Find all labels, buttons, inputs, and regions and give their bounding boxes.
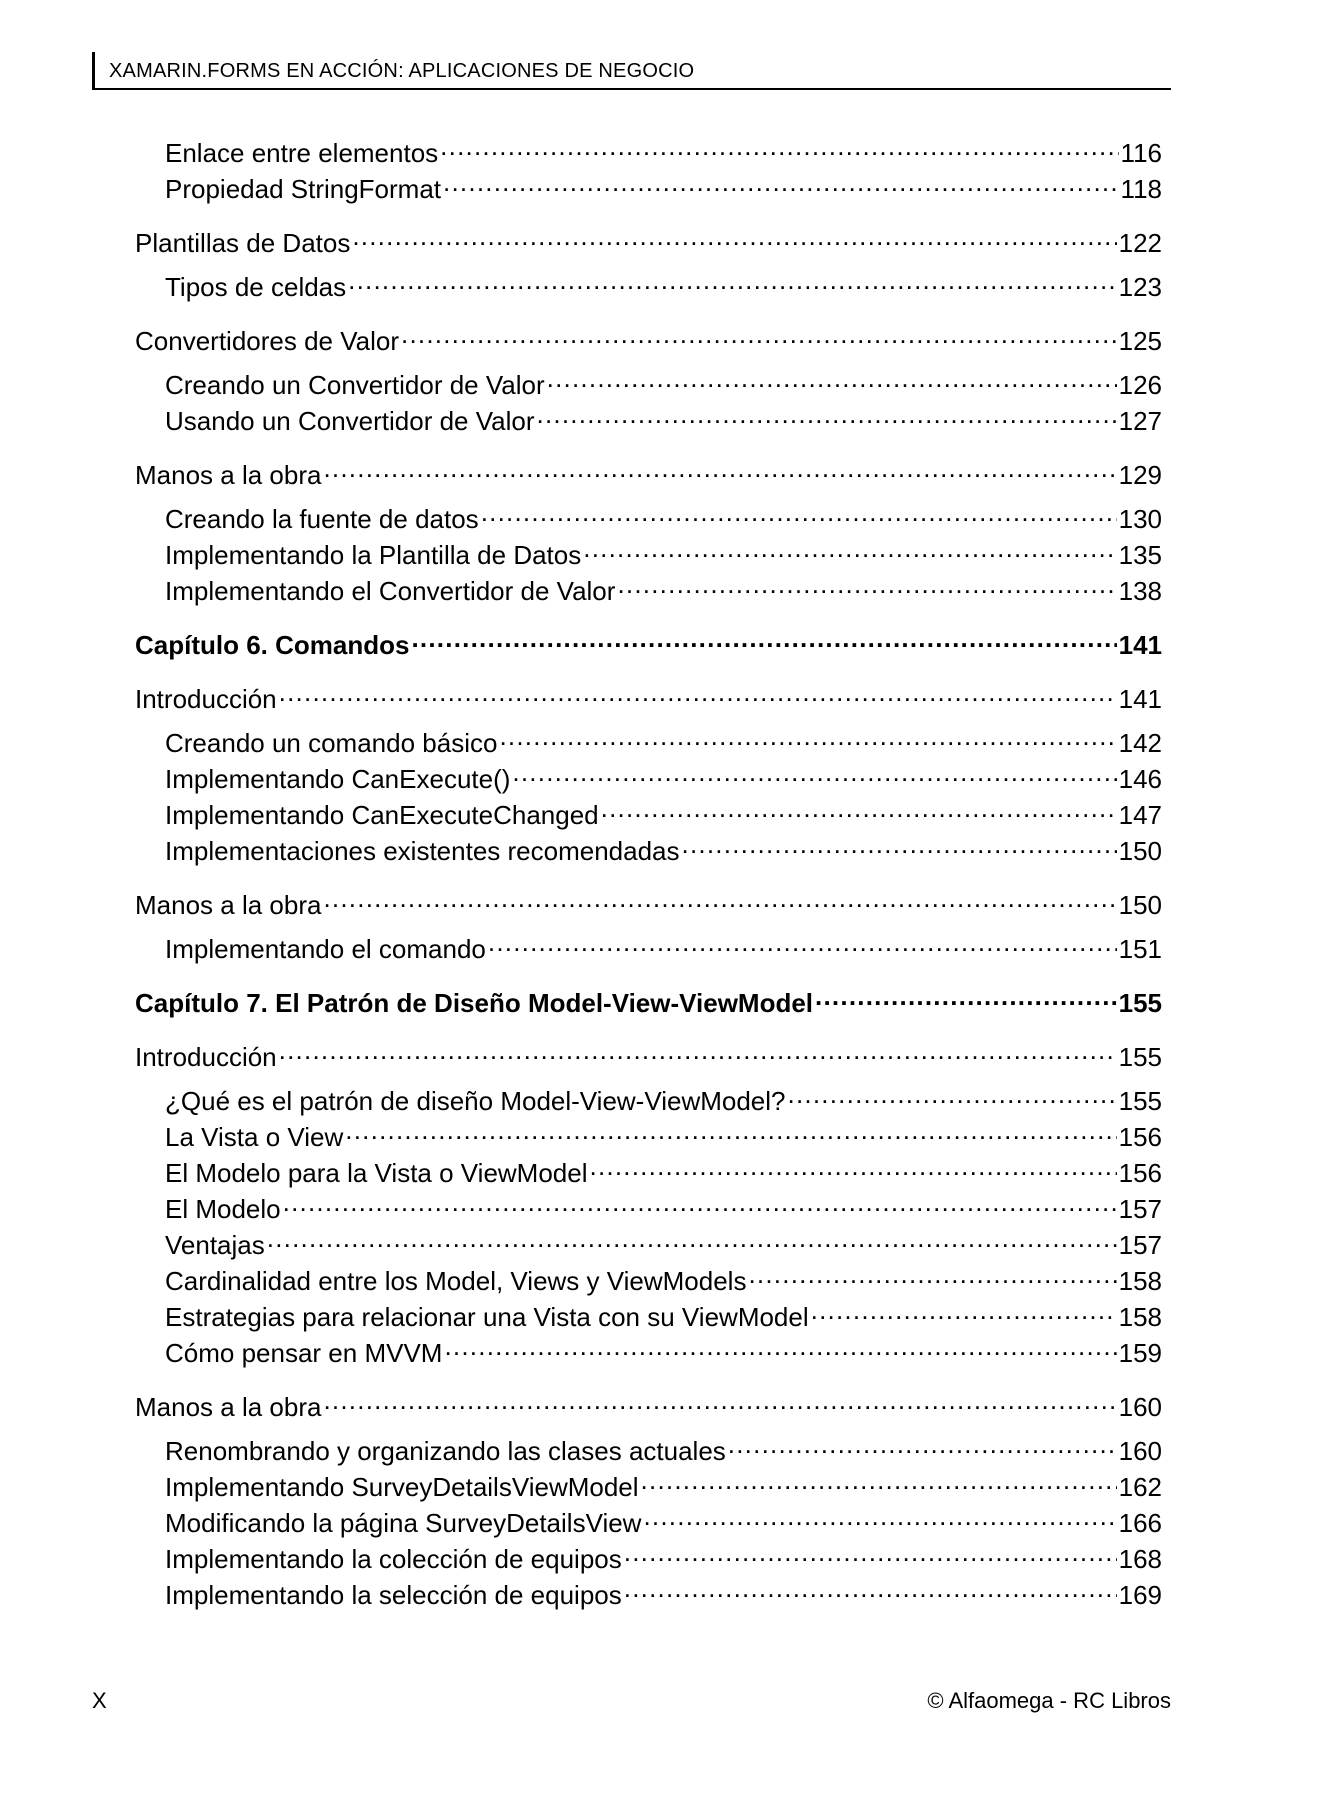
toc-entry-page: 155 — [1118, 1042, 1162, 1072]
toc-subsection-entry — [165, 1258, 1162, 1297]
toc-subsection-entry — [165, 1536, 1162, 1575]
toc-entry-page: 118 — [1120, 174, 1162, 204]
toc-subsection-entry — [165, 1150, 1162, 1189]
footer-publisher: © Alfaomega - RC Libros — [927, 1688, 1171, 1713]
toc-entry-label: Capítulo 7. El Patrón de Diseño Model-View-ViewModel — [135, 988, 814, 1018]
toc-entry-label: Implementando CanExecute() — [165, 764, 511, 794]
toc-entry-label: Implementaciones existentes recomendadas — [165, 836, 680, 866]
toc-entry-page: 141 — [1118, 684, 1162, 714]
toc-entry-page: 126 — [1118, 370, 1162, 400]
toc-entry-label: Creando un comando básico — [165, 728, 498, 758]
toc-entry-label: Manos a la obra — [135, 460, 322, 490]
toc-entry-page: 150 — [1118, 836, 1162, 866]
toc-subsection-entry — [165, 1572, 1162, 1611]
toc-entry-page: 156 — [1118, 1158, 1162, 1188]
toc-dot-leader — [811, 1294, 1117, 1326]
toc-dot-leader — [279, 676, 1117, 708]
toc-section-entry — [135, 676, 1162, 715]
toc-entry-label: El Modelo para la Vista o ViewModel — [165, 1158, 588, 1188]
toc-subsection-entry — [165, 166, 1162, 205]
toc-subsection-entry — [165, 828, 1162, 867]
toc-entry-label: Enlace entre elementos — [165, 138, 439, 168]
toc-entry-page: 155 — [1118, 1086, 1162, 1116]
toc-entry-page: 122 — [1118, 228, 1162, 258]
toc-dot-leader — [512, 756, 1116, 788]
toc-entry-page: 159 — [1118, 1338, 1162, 1368]
toc-section-entry — [135, 318, 1162, 357]
toc-entry-label: Renombrando y organizando las clases actuales — [165, 1436, 726, 1466]
toc-dot-leader — [624, 1536, 1117, 1568]
toc-dot-leader — [352, 220, 1116, 252]
toc-entry-label: ¿Qué es el patrón de diseño Model-View-ViewModel? — [165, 1086, 786, 1116]
toc-chapter-entry — [135, 622, 1162, 661]
toc-section-entry — [135, 452, 1162, 491]
toc-dot-leader — [444, 1330, 1116, 1362]
toc-entry-page: 160 — [1118, 1392, 1162, 1422]
toc-subsection-entry — [165, 362, 1162, 401]
toc-subsection-entry — [165, 496, 1162, 535]
toc-dot-leader — [401, 318, 1117, 350]
toc-entry-label: Convertidores de Valor — [135, 326, 399, 356]
toc-subsection-entry — [165, 1186, 1162, 1225]
toc-dot-leader — [499, 720, 1116, 752]
toc-entry-page: 160 — [1118, 1436, 1162, 1466]
toc-dot-leader — [617, 568, 1116, 600]
toc-subsection-entry — [165, 1114, 1162, 1153]
toc-entry-label: Estrategias para relacionar una Vista con su ViewModel — [165, 1302, 809, 1332]
toc-dot-leader — [590, 1150, 1117, 1182]
toc-dot-leader — [411, 622, 1116, 654]
toc-entry-page: 127 — [1118, 406, 1162, 436]
toc-subsection-entry — [165, 264, 1162, 303]
toc-subsection-entry — [165, 1500, 1162, 1539]
toc-section-entry — [135, 882, 1162, 921]
toc-section-entry — [135, 1034, 1162, 1073]
toc-section-entry — [135, 1384, 1162, 1423]
toc-section-entry — [135, 220, 1162, 259]
toc-entry-label: Creando un Convertidor de Valor — [165, 370, 545, 400]
toc-subsection-entry — [165, 720, 1162, 759]
toc-entry-label: Propiedad StringFormat — [165, 174, 442, 204]
toc-subsection-entry — [165, 1464, 1162, 1503]
toc-subsection-entry — [165, 1294, 1162, 1333]
toc-dot-leader — [748, 1258, 1116, 1290]
footer-page-number: X — [92, 1688, 107, 1713]
toc-entry-label: Implementando la Plantilla de Datos — [165, 540, 582, 570]
toc-entry-label: Tipos de celdas — [165, 272, 347, 302]
toc-subsection-entry — [165, 792, 1162, 831]
toc-chapter-entry — [135, 980, 1162, 1019]
toc-dot-leader — [583, 532, 1116, 564]
toc-entry-label: Cardinalidad entre los Model, Views y ViewModels — [165, 1266, 747, 1296]
toc-dot-leader — [323, 452, 1116, 484]
running-header-title: XAMARIN.FORMS EN ACCIÓN: APLICACIONES DE NEGOCIO — [109, 60, 695, 82]
toc-entry-page: 158 — [1118, 1302, 1162, 1332]
toc-entry-label: Implementando el Convertidor de Valor — [165, 576, 616, 606]
toc-entry-page: 125 — [1118, 326, 1162, 356]
toc-entry-label: Usando un Convertidor de Valor — [165, 406, 535, 436]
toc-dot-leader — [537, 398, 1117, 430]
toc-entry-page: 135 — [1118, 540, 1162, 570]
toc-entry-label: Introducción — [135, 1042, 277, 1072]
toc-dot-leader — [267, 1222, 1117, 1254]
toc-subsection-entry — [165, 1078, 1162, 1117]
toc-entry-page: 141 — [1118, 630, 1162, 660]
toc-dot-leader — [624, 1572, 1117, 1604]
toc-entry-label: Modificando la página SurveyDetailsView — [165, 1508, 642, 1538]
toc-dot-leader — [488, 926, 1117, 958]
toc-entry-label: Introducción — [135, 684, 277, 714]
toc-subsection-entry — [165, 532, 1162, 571]
toc-dot-leader — [279, 1034, 1117, 1066]
toc-dot-leader — [443, 166, 1119, 198]
toc-subsection-entry — [165, 1330, 1162, 1369]
toc-entry-page: 157 — [1118, 1230, 1162, 1260]
toc-entry-page: 150 — [1118, 890, 1162, 920]
toc-entry-page: 158 — [1118, 1266, 1162, 1296]
toc-subsection-entry — [165, 398, 1162, 437]
toc-entry-label: Implementando la colección de equipos — [165, 1544, 622, 1574]
toc-dot-leader — [345, 1114, 1116, 1146]
toc-entry-page: 116 — [1120, 138, 1162, 168]
toc-entry-label: Implementando la selección de equipos — [165, 1580, 622, 1610]
toc-entry-label: Implementando CanExecuteChanged — [165, 800, 599, 830]
toc-entry-page: 155 — [1118, 988, 1162, 1018]
toc-subsection-entry — [165, 130, 1162, 169]
toc-entry-page: 138 — [1118, 576, 1162, 606]
toc-entry-page: 130 — [1118, 504, 1162, 534]
toc-dot-leader — [641, 1464, 1117, 1496]
toc-entry-label: Ventajas — [165, 1230, 265, 1260]
toc-entry-label: Manos a la obra — [135, 1392, 322, 1422]
toc-entry-label: Implementando el comando — [165, 934, 486, 964]
toc-entry-page: 129 — [1118, 460, 1162, 490]
running-header — [92, 52, 1171, 90]
toc-subsection-entry — [165, 1428, 1162, 1467]
toc-entry-label: El Modelo — [165, 1194, 281, 1224]
toc-entry-page: 156 — [1118, 1122, 1162, 1152]
toc-dot-leader — [601, 792, 1117, 824]
toc-dot-leader — [323, 1384, 1116, 1416]
toc-entry-page: 147 — [1118, 800, 1162, 830]
toc-subsection-entry — [165, 568, 1162, 607]
toc-entry-page: 168 — [1118, 1544, 1162, 1574]
toc-entry-page: 166 — [1118, 1508, 1162, 1538]
toc-entry-label: Creando la fuente de datos — [165, 504, 479, 534]
toc-dot-leader — [323, 882, 1116, 914]
toc-dot-leader — [547, 362, 1117, 394]
toc-entry-page: 151 — [1118, 934, 1162, 964]
toc-entry-label: Cómo pensar en MVVM — [165, 1338, 443, 1368]
toc-entry-page: 162 — [1118, 1472, 1162, 1502]
toc-dot-leader — [788, 1078, 1117, 1110]
toc-entry-page: 142 — [1118, 728, 1162, 758]
toc-subsection-entry — [165, 926, 1162, 965]
toc-entry-page: 169 — [1118, 1580, 1162, 1610]
toc-subsection-entry — [165, 1222, 1162, 1261]
toc-dot-leader — [682, 828, 1117, 860]
toc-entry-label: Implementando SurveyDetailsViewModel — [165, 1472, 639, 1502]
toc-subsection-entry — [165, 756, 1162, 795]
toc-dot-leader — [283, 1186, 1117, 1218]
toc-entry-label: Manos a la obra — [135, 890, 322, 920]
toc-entry-label: Capítulo 6. Comandos — [135, 630, 410, 660]
toc-entry-label: La Vista o View — [165, 1122, 344, 1152]
toc-dot-leader — [481, 496, 1117, 528]
toc-entry-label: Plantillas de Datos — [135, 228, 351, 258]
toc-dot-leader — [815, 980, 1117, 1012]
toc-dot-leader — [348, 264, 1116, 296]
toc-entry-page: 157 — [1118, 1194, 1162, 1224]
toc-dot-leader — [728, 1428, 1117, 1460]
toc-dot-leader — [440, 130, 1118, 162]
toc-entry-page: 146 — [1118, 764, 1162, 794]
toc-entry-page: 123 — [1118, 272, 1162, 302]
toc-dot-leader — [643, 1500, 1116, 1532]
